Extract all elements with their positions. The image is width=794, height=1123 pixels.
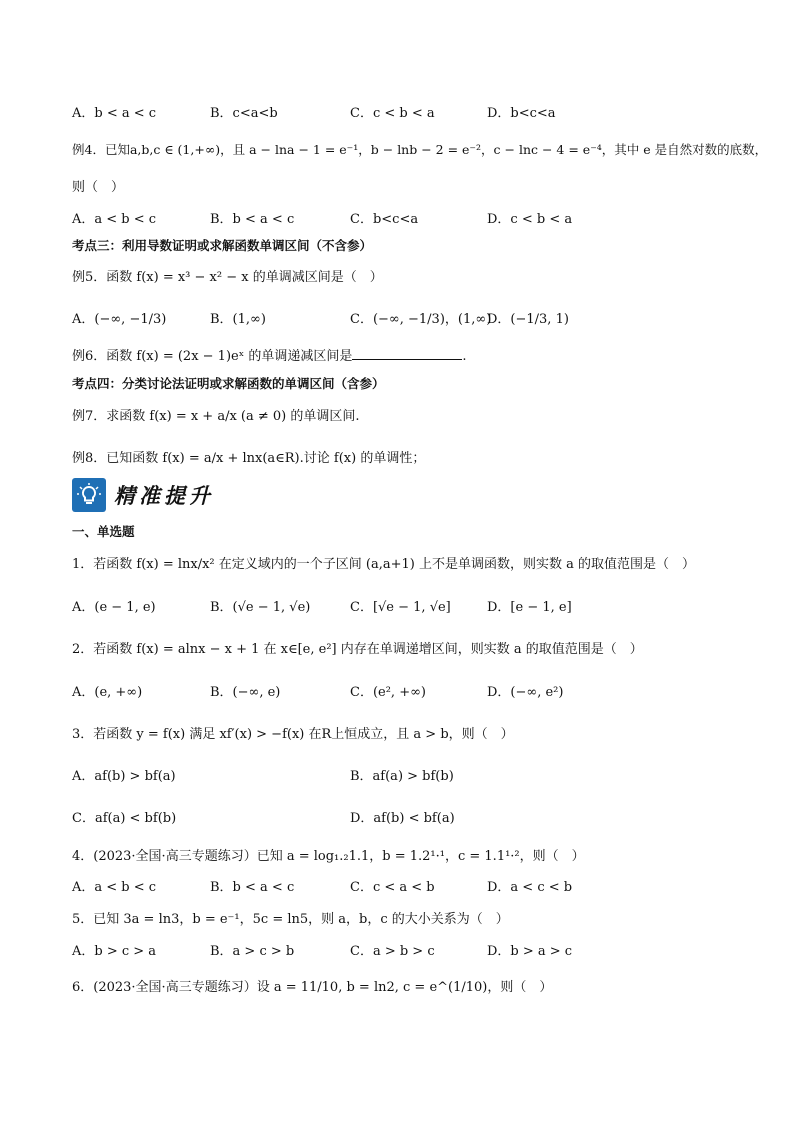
option-b: B．a > c > b	[210, 944, 295, 959]
example-4-stem-cont: 则（ ）	[72, 180, 125, 195]
option-a: A．(e, +∞)	[72, 685, 143, 700]
option-d: D．(−∞, e²)	[487, 685, 564, 700]
option-c: C．[√e − 1, √e]	[350, 600, 451, 615]
example-8-stem: 例8．已知函数 f(x) = a/x + lnx(a∈R).讨论 f(x) 的单调性；	[72, 451, 426, 466]
example-6-text: 例6．函数 f(x) = (2x − 1)eˣ 的单调递减区间是	[72, 349, 353, 364]
option-d: D．b<c<a	[487, 106, 556, 121]
option-a: A．b < a < c	[72, 106, 157, 121]
option-a: A．(−∞, −1/3)	[72, 312, 167, 327]
option-c: C．a > b > c	[350, 944, 435, 959]
section-banner	[72, 478, 214, 512]
example-6-stem	[72, 345, 467, 364]
answer-blank	[352, 347, 462, 360]
option-a: A．(e − 1, e)	[72, 600, 156, 615]
question-6-stem: 6．(2023·全国·高三专题练习）设 a = 11/10, b = ln2, c = e^(1/10)，则（ ）	[72, 980, 553, 995]
example-5-stem: 例5．函数 f(x) = x³ − x² − x 的单调减区间是（ ）	[72, 270, 383, 285]
option-a: A．b > c > a	[72, 944, 157, 959]
option-c: C．(e², +∞)	[350, 685, 426, 700]
option-d: D．c < b < a	[487, 212, 573, 227]
option-c: C．c < a < b	[350, 880, 435, 895]
option-d: D．(−1/3, 1)	[487, 312, 569, 327]
option-b: B．c<a<b	[210, 106, 278, 121]
topic-4-heading: 考点四：分类讨论法证明或求解函数的单调区间（含参）	[72, 376, 385, 391]
option-d: D．af(b) < bf(a)	[350, 811, 455, 826]
option-d: D．a < c < b	[487, 880, 573, 895]
question-3-stem: 3．若函数 y = f(x) 满足 xf′(x) > −f(x) 在R上恒成立，且 a > b，则（ ）	[72, 727, 514, 742]
option-a: A．a < b < c	[72, 212, 157, 227]
option-c: C．(−∞, −1/3)，(1,∞)	[350, 312, 492, 327]
option-b: B．af(a) > bf(b)	[350, 769, 454, 784]
option-b: B．(1,∞)	[210, 312, 266, 327]
question-5-stem: 5．已知 3a = ln3，b = e⁻¹，5c = ln5，则 a，b，c 的大小关系为（ ）	[72, 912, 509, 927]
option-b: B．b < a < c	[210, 880, 295, 895]
banner-title: 精准提升	[114, 484, 214, 508]
question-2-stem: 2．若函数 f(x) = alnx − x + 1 在 x∈[e, e²] 内存在单调递增区间，则实数 a 的取值范围是（ ）	[72, 642, 643, 657]
option-c: C．c < b < a	[350, 106, 435, 121]
example-7-stem: 例7．求函数 f(x) = x + a/x (a ≠ 0) 的单调区间.	[72, 409, 360, 424]
option-b: B．(−∞, e)	[210, 685, 281, 700]
option-d: D．b > a > c	[487, 944, 573, 959]
example-4-stem: 例4．已知a,b,c ∈ (1,+∞)，且 a − lna − 1 = e⁻¹，b − lnb − 2 = e⁻²，c − lnc − 4 = e⁻⁴，其中 e 是自然对数的底数，	[72, 142, 768, 157]
example-6-period: .	[462, 349, 467, 364]
option-a: A．af(b) > bf(a)	[72, 769, 176, 784]
question-1-stem: 1．若函数 f(x) = lnx/x² 在定义域内的一个子区间 (a,a+1) 上不是单调函数，则实数 a 的取值范围是（ ）	[72, 557, 695, 572]
lightbulb-icon	[72, 478, 106, 512]
option-c: C．af(a) < bf(b)	[72, 811, 177, 826]
option-b: B．(√e − 1, √e)	[210, 600, 311, 615]
section-heading: 一、单选题	[72, 524, 135, 539]
option-a: A．a < b < c	[72, 880, 157, 895]
option-c: C．b<c<a	[350, 212, 419, 227]
option-d: D．[e − 1, e]	[487, 600, 572, 615]
question-4-stem: 4．(2023·全国·高三专题练习）已知 a = log₁.₂1.1，b = 1.2¹·¹，c = 1.1¹·²，则（ ）	[72, 849, 585, 864]
option-b: B．b < a < c	[210, 212, 295, 227]
topic-3-heading: 考点三：利用导数证明或求解函数单调区间（不含参）	[72, 238, 373, 253]
